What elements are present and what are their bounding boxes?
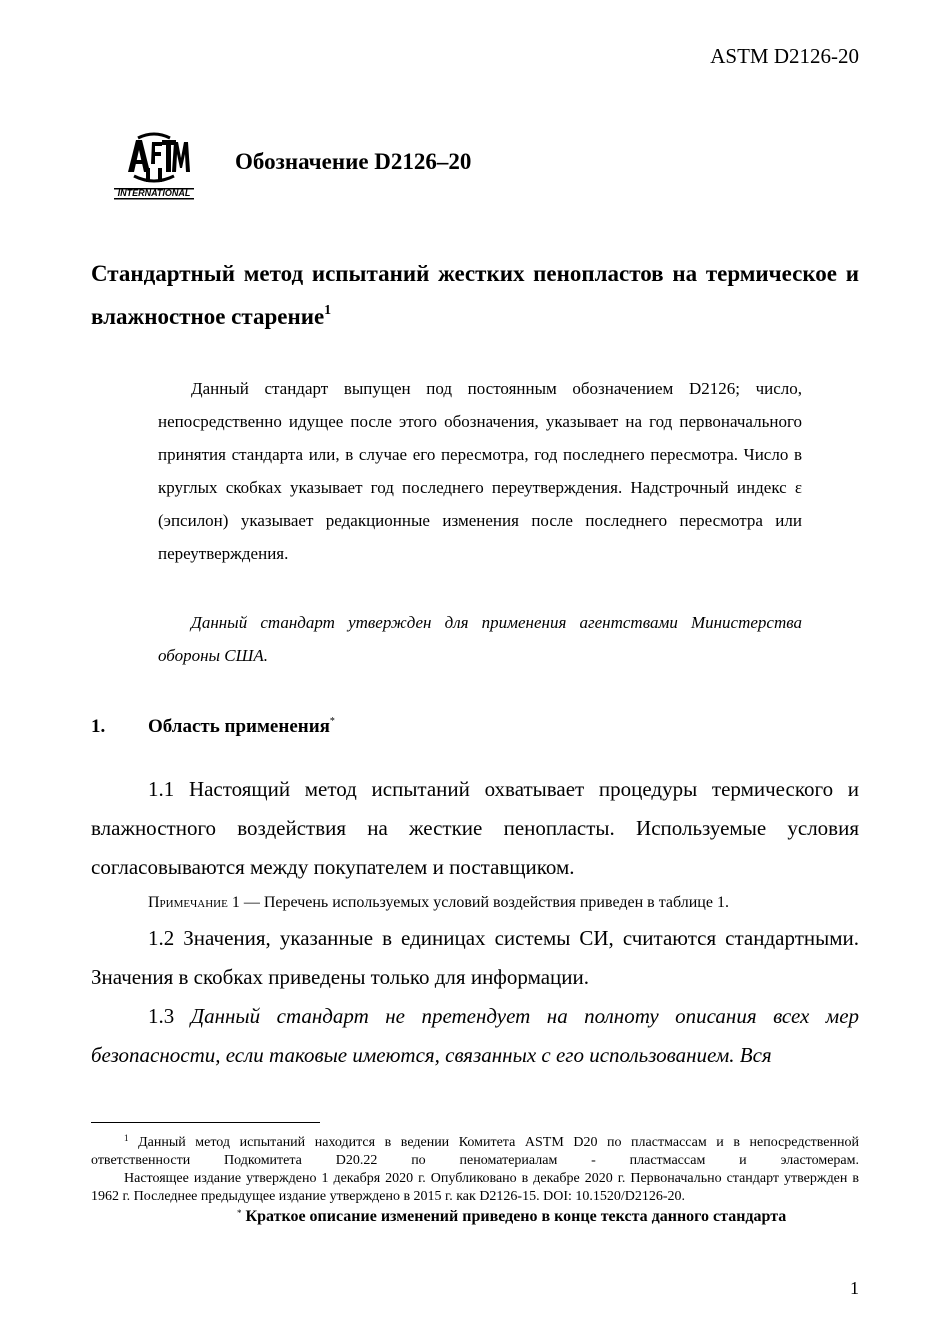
astm-logo-icon [112,128,196,200]
section-title-text: Область применения [148,716,330,737]
page-number: 1 [850,1278,859,1298]
footnote-star-mark: * [237,1208,242,1218]
document-code-header: ASTM D2126-20 [710,44,859,68]
footnote-1-edition: Настоящее издание утверждено 1 декабря 2020 г. Опубликовано в декабре 2020 г. Первоначально стандарт утвержден в 1962 г. Последнее предыдущее издание утверждено в 2015 г. как D2126-15. DOI: 10.1520/D2126-20. [91,1171,859,1204]
footnote-star-text: Краткое описание изменений приведено в конце текста данного стандарта [245,1208,787,1225]
designation-heading: Обозначение D2126–20 [235,149,472,174]
note-text: — Перечень используемых условий воздействия приведен в таблице 1. [239,894,729,911]
approval-note: Данный стандарт утвержден для применения агентствами Министерства обороны США. [158,613,802,665]
paragraph-1-3-text: Данный стандарт не претендует на полноту описания всех мер безопасности, если таковые имеются, связанных с его использованием. Вся [91,1004,860,1067]
paragraph-1-3-number: 1.3 [148,1004,191,1028]
footnotes [91,1134,859,1226]
note-label: Примечание 1 [148,894,240,911]
title-footnote-mark[interactable]: 1 [324,303,332,318]
note-1 [148,894,729,912]
footnote-divider [91,1122,320,1123]
footnote-1 [91,1134,859,1170]
title-text: Стандартный метод испытаний жестких пенопластов на термическое и влажностное старение [91,261,859,329]
section-change-mark[interactable]: * [329,716,335,727]
logo-text: INTERNATIONAL [117,188,191,198]
paragraph-1-3 [91,997,859,1075]
section-title [148,716,335,738]
paragraph-1-2: 1.2 Значения, указанные в единицах системы СИ, считаются стандартными. Значения в скобках приведены только для информации. [91,926,859,989]
footnote-star [91,1208,859,1226]
section-number: 1. [91,716,106,737]
document-title [91,252,859,338]
paragraph-1-1: 1.1 Настоящий метод испытаний охватывает процедуры термического и влажностного воздействия на жесткие пенопласты. Используемые условия согласовываются между покупателем и поставщиком. [91,777,859,879]
footnote-1-mark: 1 [124,1133,129,1143]
designation-note-paragraph: Данный стандарт выпущен под постоянным обозначением D2126; число, непосредственно идущее после этого обозначения, указывает на год первоначального принятия стандарта или, в случае его пересмотра, год последнего пересмотра. Число в круглых скобках указывает год последнего переутверждения. Надстрочный индекс ε (эпсилон) указывает редакционные изменения после последнего пересмотра или переутверждения. [158,379,802,563]
footnote-1-text: Данный метод испытаний находится в ведении Комитета ASTM D20 по пластмассам и в непосредственной ответственности Подкомитета D20.22 по пеноматериалам - пластмассам и эластомерам. [91,1135,859,1168]
